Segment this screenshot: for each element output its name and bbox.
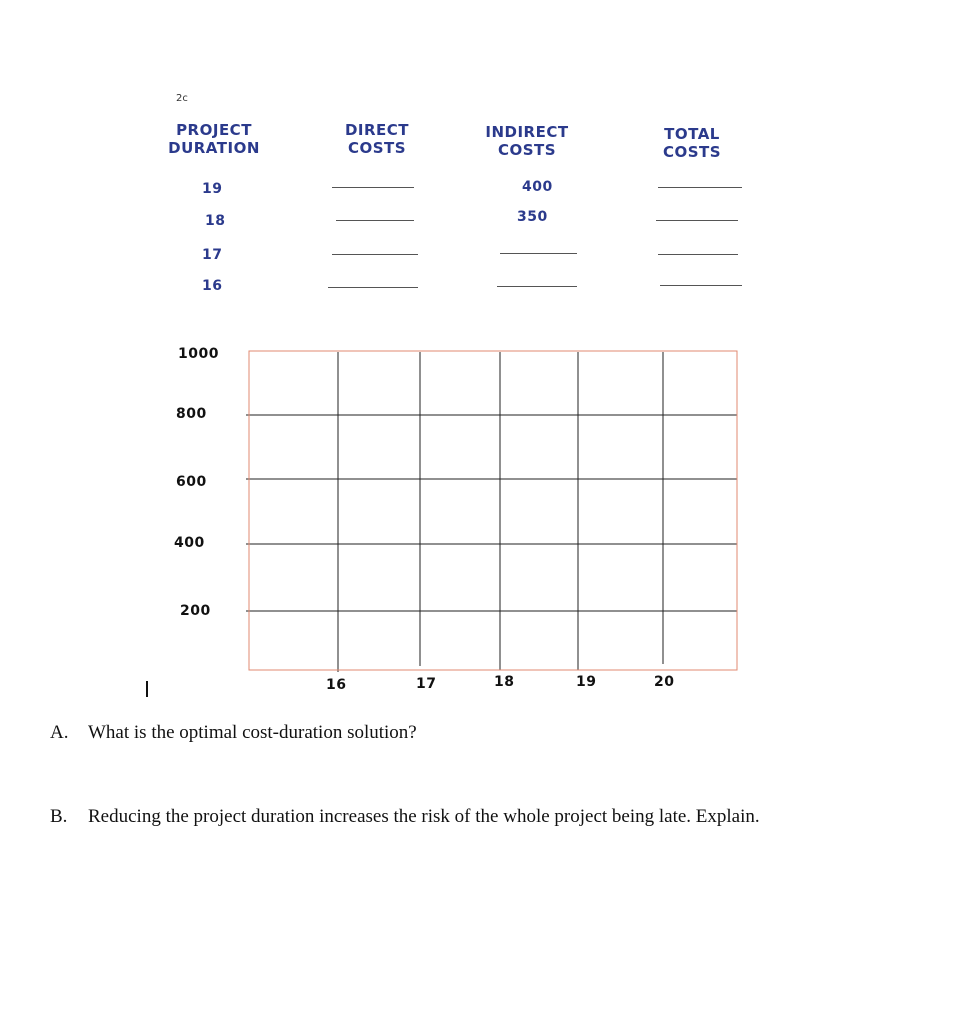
question-a — [50, 722, 417, 744]
x-tick-label: 20 — [654, 674, 675, 690]
chart-grid-layer — [246, 351, 737, 672]
duration-value: 16 — [202, 278, 223, 294]
question-b — [50, 806, 760, 828]
header-line-1: TOTAL — [664, 125, 720, 143]
x-tick-label: 18 — [494, 674, 515, 690]
header-line-2: COSTS — [347, 139, 407, 157]
x-tick-label: 17 — [416, 676, 437, 692]
duration-value: 17 — [202, 247, 223, 263]
header-line-2: COSTS — [497, 141, 557, 159]
header-line-2: COSTS — [662, 143, 722, 161]
question-text: What is the optimal cost-duration solution? — [88, 722, 417, 743]
page-ref: 2c — [176, 93, 188, 104]
y-tick-label: 800 — [176, 406, 207, 422]
duration-value: 19 — [202, 181, 223, 197]
text-cursor — [146, 681, 148, 697]
header-line-2: DURATION — [168, 139, 260, 157]
header-line-1: INDIRECT — [485, 123, 569, 141]
y-tick-label: 200 — [180, 603, 211, 619]
header-line-1: DIRECT — [344, 121, 410, 139]
question-text: Reducing the project duration increases the risk of the whole project being late. Explain. — [88, 806, 760, 827]
header-line-1: PROJECT — [176, 121, 252, 139]
question-letter: B. — [50, 806, 68, 827]
indirect-cost-value: 350 — [517, 209, 548, 225]
duration-value: 18 — [205, 213, 226, 229]
y-tick-label: 400 — [174, 535, 205, 551]
chart-border — [249, 351, 737, 670]
indirect-cost-value: 400 — [522, 179, 553, 195]
x-tick-label: 16 — [326, 677, 347, 693]
x-tick-label: 19 — [576, 674, 597, 690]
question-letter: A. — [50, 722, 69, 743]
y-tick-label: 600 — [176, 474, 207, 490]
y-tick-label: 1000 — [178, 346, 219, 362]
